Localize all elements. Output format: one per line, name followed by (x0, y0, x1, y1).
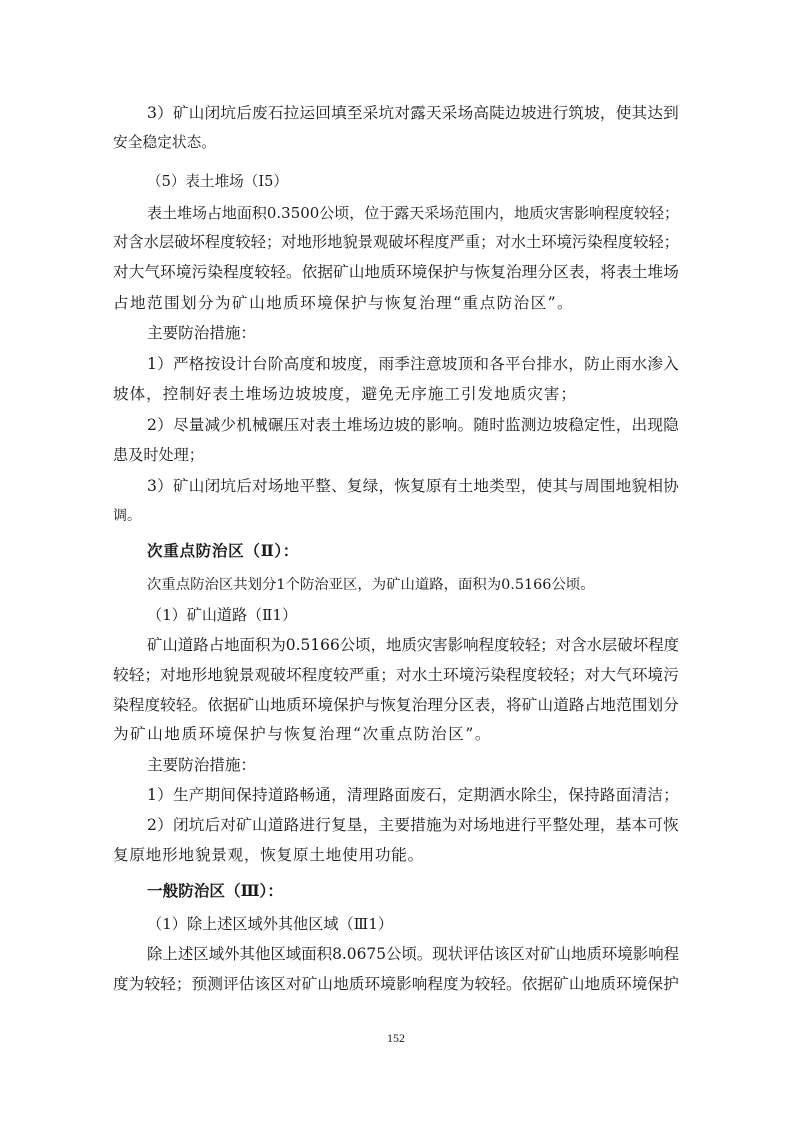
text-line: 安全稳定状态。 (113, 134, 217, 151)
text-line: 为矿山地质环境保护与恢复治理“次重点防治区”。 (113, 725, 492, 743)
text-line: （5）表土堆场（I5） (147, 173, 288, 190)
text-line: 对大气环境污染程度较轻。依据矿山地质环境保护与恢复治理分区表，将表土堆场 (113, 263, 679, 281)
section-heading: 一般防治区（Ⅲ）： (147, 881, 283, 900)
text-line: 复原地形地貌景观，恢复原土地使用功能。 (113, 846, 424, 864)
text-line: 3）矿山闭坑后废石拉运回填至采坑对露天采场高陡边坡进行筑坡，使其达到 (147, 104, 679, 122)
text-line: 调。 (113, 508, 141, 524)
text-line: 占地范围划分为矿山地质环境保护与恢复治理“重点防治区”。 (113, 294, 575, 312)
text-line: 主要防治措施： (147, 324, 257, 342)
text-line: 坡体，控制好表土堆场边坡坡度，避免无序施工引发地质灾害； (113, 385, 577, 403)
text-line: 较轻；对地形地貌景观破坏程度较严重；对水土环境污染程度较轻；对大气环境污 (113, 666, 679, 684)
text-line: 染程度较轻。依据矿山地质环境保护与恢复治理分区表，将矿山道路占地范围划分 (113, 696, 679, 714)
text-line: 度为较轻；预测评估该区对矿山地质环境影响程度为较轻。依据矿山地质环境保护 (113, 975, 679, 993)
text-line: 1）生产期间保持道路畅通，清理路面废石，定期洒水除尘，保持路面清洁； (147, 786, 679, 804)
section-heading: 次重点防治区（Ⅱ）： (147, 541, 299, 560)
page-number: 152 (387, 1031, 405, 1045)
text-line: 2）尽量减少机械碾压对表土堆场边坡的影响。随时监测边坡稳定性，出现隐 (147, 416, 679, 434)
text-line: 次重点防治区共划分1个防治亚区，为矿山道路，面积为0.5166公顷。 (147, 577, 595, 593)
text-line: 矿山道路占地面积为0.5166公顷，地质灾害影响程度较轻；对含水层破坏程度 (147, 636, 680, 654)
text-line: 除上述区域外其他区域面积8.0675公顷。现状评估该区对矿山地质环境影响程 (147, 945, 680, 963)
text-line: 3）矿山闭坑后对场地平整、复绿，恢复原有土地类型，使其与周围地貌相协 (147, 477, 679, 495)
text-line: 1）严格按设计台阶高度和坡度，雨季注意坡顶和各平台排水，防止雨水渗入 (147, 355, 679, 373)
text-line: 表土堆场占地面积0.3500公顷，位于露天采场范围内，地质灾害影响程度较轻； (147, 204, 679, 222)
text-line: （1）除上述区域外其他区域（Ⅲ1） (147, 915, 394, 933)
text-line: 患及时处理； (113, 446, 204, 464)
text-line: （1）矿山道路（Ⅱ1） (147, 606, 298, 624)
text-line: 对含水层破坏程度较轻；对地形地貌景观破坏程度严重；对水土环境污染程度较轻； (113, 233, 679, 251)
text-line: 2）闭坑后对矿山道路进行复垦，主要措施为对场地进行平整处理，基本可恢 (147, 816, 679, 834)
text-line: 主要防治措施： (147, 756, 257, 774)
